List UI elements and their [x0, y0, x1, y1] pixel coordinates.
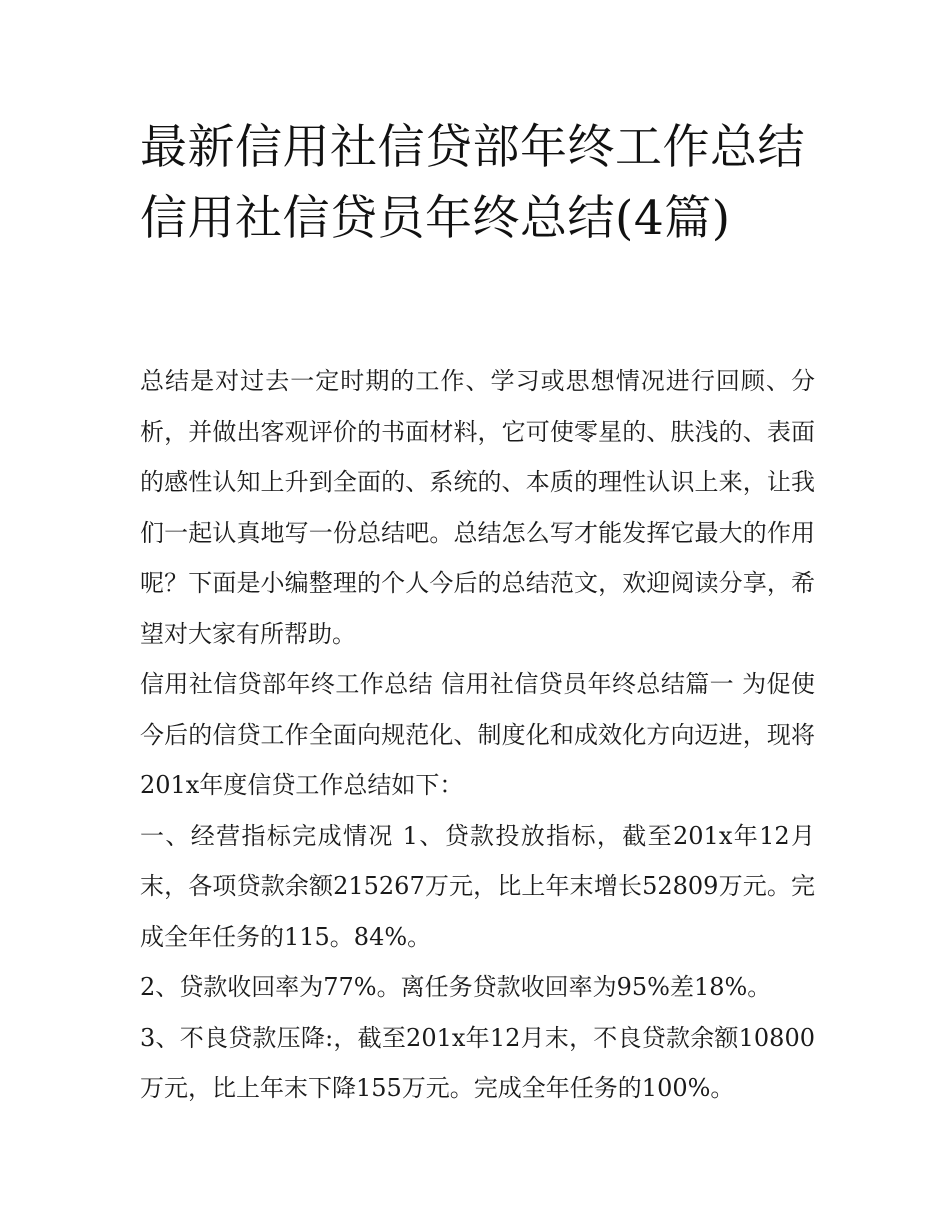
paragraph-bad-loans: 3、不良贷款压降:，截至201x年12月末，不良贷款余额10800万元，比上年末下降155万元。完成全年任务的100%。 [140, 1023, 815, 1102]
paragraph-indicators: 一、经营指标完成情况 1、贷款投放指标，截至201x年12月末，各项贷款余额215267万元，比上年末增长52809万元。完成全年任务的115。84%。 [140, 821, 815, 951]
paragraph-recovery-rate: 2、贷款收回率为77%。离任务贷款收回率为95%差18%。 [140, 973, 772, 1001]
paragraph-article-one: 信用社信贷部年终工作总结 信用社信贷员年终总结篇一 为促使今后的信贷工作全面向规范化、制度化和成效化方向迈进，现将201x年度信贷工作总结如下： [140, 670, 815, 799]
document-title: 最新信用社信贷部年终工作总结 信用社信贷员年终总结(4篇) [140, 120, 805, 246]
paragraph-intro: 总结是对过去一定时期的工作、学习或思想情况进行回顾、分析，并做出客观评价的书面材料，它可使零星的、肤浅的、表面的感性认知上升到全面的、系统的、本质的理性认识上来，让我们一起认真地写一份总结吧。总结怎么写才能发挥它最大的作用呢？下面是小编整理的个人今后的总结范文，欢迎阅读分享，希望对大家有所帮助。 [140, 367, 815, 648]
document-body [140, 356, 815, 1114]
